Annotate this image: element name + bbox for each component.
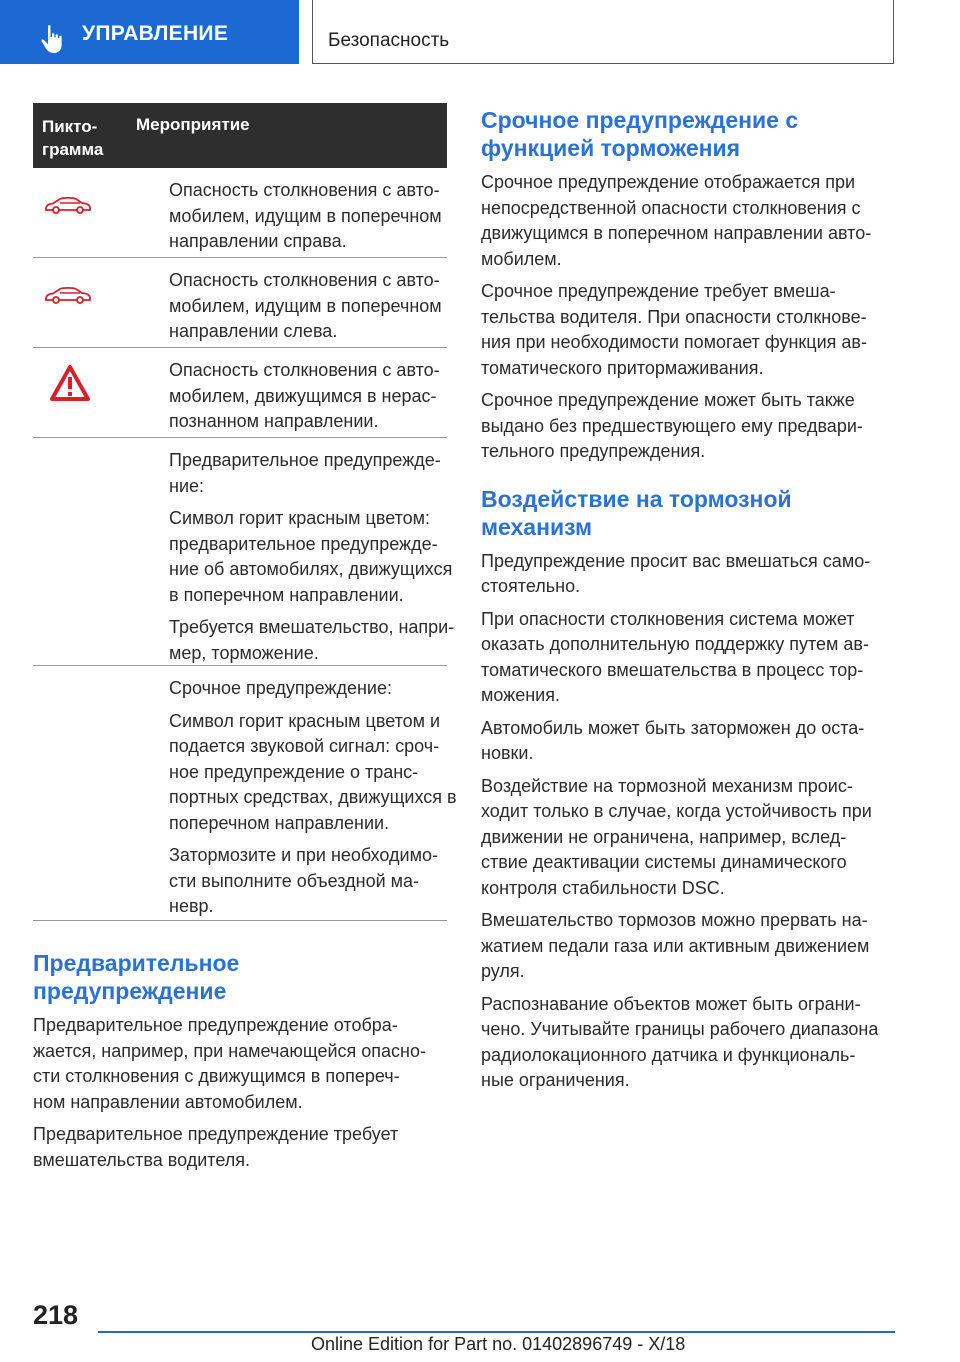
right-column [481, 106, 901, 1101]
row-text [169, 676, 469, 927]
table-row [33, 258, 447, 348]
column-header-pictogram: Пикто- грамма [42, 117, 104, 159]
page-header [312, 0, 894, 64]
warning-triangle-icon [49, 364, 91, 402]
row-paragraph: Символ горит красным цветом и подается звуковой сигнал: сроч- ное предупреждение о транс- портных средствах, движущихся в поперечном направлении. [169, 710, 457, 833]
row-text [169, 448, 469, 673]
row-paragraph: Опасность столкновения с авто- мобилем, движущимся в нерас- познанном направлении. [169, 360, 440, 431]
column-header-action: Мероприятие [136, 115, 250, 134]
section-heading: Срочное предупреждение с функцией торможения [481, 107, 799, 161]
footer-divider [98, 1331, 895, 1333]
row-paragraph: Опасность столкновения с авто- мобилем, идущим в поперечном направлении слева. [169, 270, 442, 341]
paragraph: При опасности столкновения система может оказать дополнительную поддержку путем ав- томатического вмешательства в процесс тор- можения. [481, 608, 869, 705]
table-row [33, 666, 457, 921]
paragraph: Предупреждение просит вас вмешаться само- стоятельно. [481, 550, 871, 596]
row-text [169, 268, 469, 352]
paragraph: Воздействие на тормозной механизм проис- ходит только в случае, когда устойчивость при движении не ограничена, например, вслед- ствие деактивации системы динамического контроля стабильности DSC. [481, 775, 872, 898]
row-paragraph: Требуется вмешательство, напри- мер, торможение. [169, 617, 455, 663]
paragraph: Предварительное предупреждение отобра- жается, например, при намечающейся опасно- сти столкновения с движущимся в попереч- ном направлении автомобилем. [33, 1015, 426, 1112]
section-heading: Предварительное предупреждение [33, 950, 240, 1004]
hand-pointer-icon [40, 24, 66, 54]
paragraph: Срочное предупреждение требует вмеша- тельства водителя. При опасности столкнове- ния при необходимости помогает функция ав- томатического притормаживания. [481, 281, 867, 378]
paragraph: Предварительное предупреждение требует вмешательства водителя. [33, 1124, 399, 1170]
row-paragraph: Затормозите и при необходимо- сти выполните объездной ма- невр. [169, 845, 438, 916]
row-divider [33, 920, 447, 921]
row-paragraph: Опасность столкновения с авто- мобилем, идущим в поперечном направлении справа. [169, 180, 442, 251]
section-tab[interactable] [0, 0, 299, 64]
page-number: 218 [33, 1300, 79, 1330]
table-header [33, 103, 447, 168]
paragraph: Автомобиль может быть заторможен до оста- новки. [481, 717, 865, 763]
row-paragraph: Предварительное предупрежде- ние: [169, 450, 441, 496]
left-section [33, 949, 453, 1180]
paragraph: Вмешательство тормозов можно прервать на- жатием педали газа или активным движением руля. [481, 910, 870, 981]
row-text [169, 358, 469, 442]
section-body [33, 1013, 453, 1173]
paragraph: Срочное предупреждение может быть также выдано без предшествующего ему предвари- тельного предупреждения. [481, 390, 863, 461]
section-label: УПРАВЛЕНИЕ [82, 22, 229, 45]
footer-edition: Online Edition for Part no. 01402896749 - X/18 [311, 1334, 686, 1354]
row-paragraph: Символ горит красным цветом: предварительное предупрежде- ние об автомобилях, движущихся в поперечном направлении. [169, 508, 453, 605]
car-red-icon [43, 193, 93, 217]
car-red-icon [43, 283, 93, 307]
paragraph: Срочное предупреждение отображается при непосредственной опасности столкновения с движущимся в поперечном направлении авто- мобилем. [481, 172, 872, 269]
section-heading: Воздействие на тормозной механизм [481, 485, 792, 540]
table-row [33, 168, 447, 258]
page-title: Безопасность [328, 30, 450, 51]
section-body [481, 549, 901, 1094]
section-body [481, 170, 901, 465]
row-paragraph: Срочное предупреждение: [169, 678, 392, 698]
table-row [33, 438, 455, 666]
row-text [169, 178, 469, 262]
table-row [33, 348, 447, 438]
paragraph: Распознавание объектов может быть ограни- чено. Учитывайте границы рабочего диапазона радиолокационного датчика и функциональ- ные ограничения. [481, 993, 879, 1090]
